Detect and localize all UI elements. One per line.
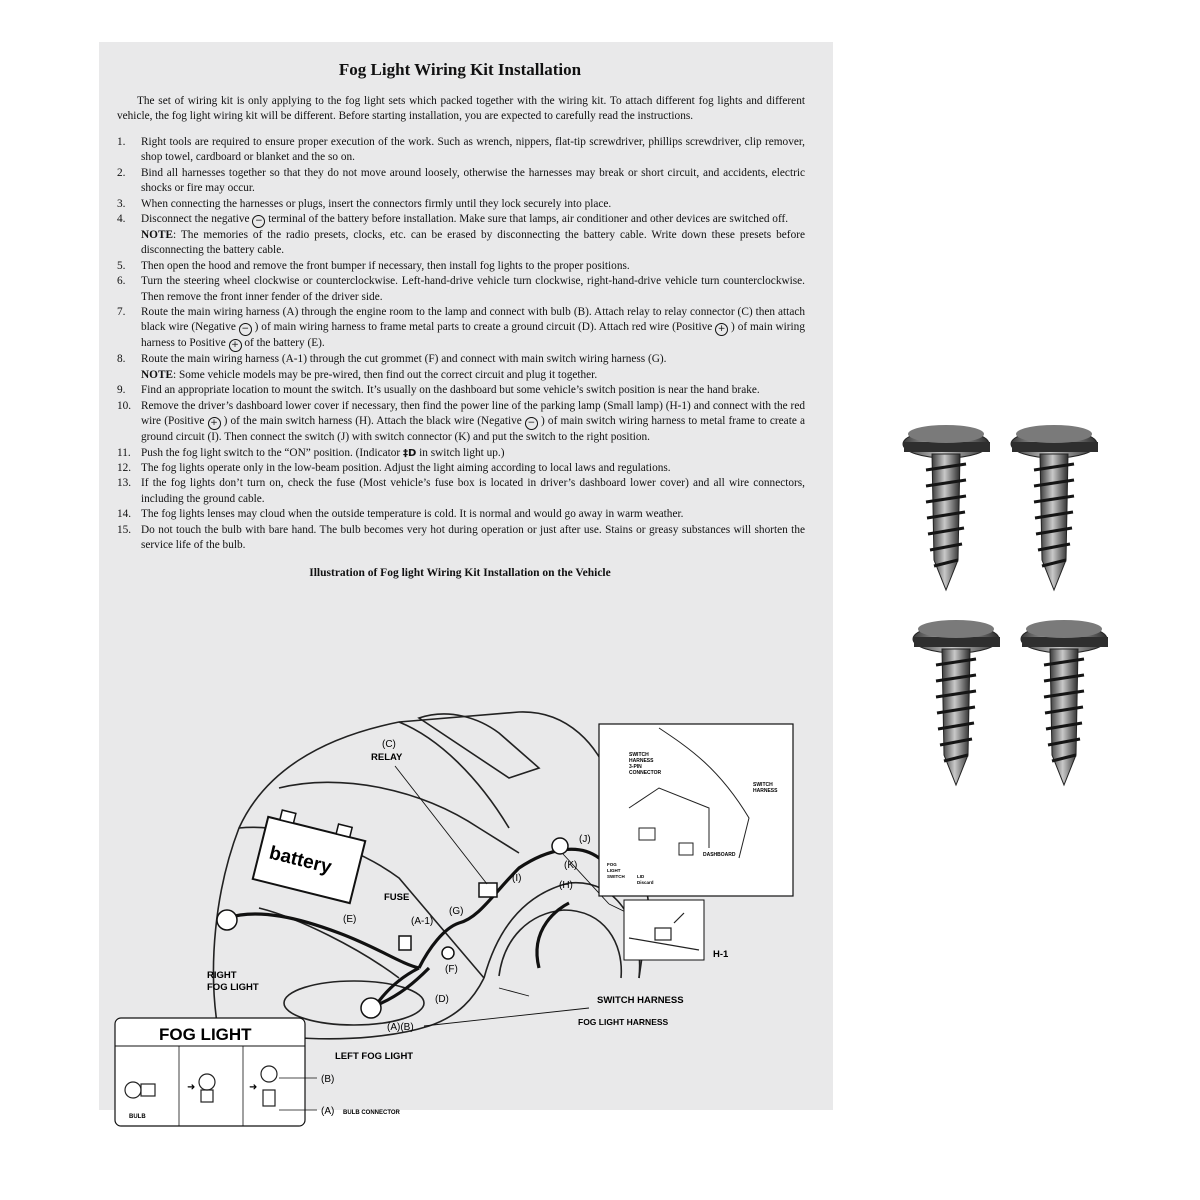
negative-symbol-icon: − [525, 417, 538, 430]
svg-text:SWITCH: SWITCH [607, 874, 625, 879]
right-fog-light-label-2: FOG LIGHT [207, 982, 259, 993]
label-a1: (A-1) [411, 916, 434, 927]
instruction-sheet [99, 42, 833, 1120]
svg-text:CONNECTOR: CONNECTOR [629, 770, 662, 776]
step-13: 13. If the fog lights don’t turn on, check the fuse (Most vehicle’s fuse box is located in driver’s dashboard lower cover) and all wire connectors, including the ground cable. [117, 477, 805, 505]
step-3: 3. When connecting the harnesses or plugs, insert the connectors firmly until they lock securely into place. [117, 197, 612, 210]
relay-icon [479, 883, 497, 897]
svg-text:SWITCH: SWITCH [753, 782, 773, 788]
label-h: (H) [559, 880, 573, 891]
label-k: (K) [564, 860, 578, 871]
screw-icon [903, 425, 990, 590]
step-15: 15. Do not touch the bulb with bare hand. The bulb becomes very hot during operation or just after use. Stains or greasy substances will shorten the service life of the bulb. [117, 523, 805, 551]
wiring-diagram [99, 678, 833, 1120]
label-b: (B) [321, 1074, 335, 1085]
intro-paragraph: The set of wiring kit is only applying to the fog light sets which packed together with the wiring kit. To attach different fog lights and different vehicle, the fog light wiring kit will be different. Before starting installation, you are expected to carefully read the instructions. [117, 95, 805, 122]
step-10: 10. Remove the driver’s dashboard lower cover if necessary, then find the power line of the parking lamp (Small lamp) (H-1) and connect with the red wire (Positive + ) of the main switch harness (H). Attach the black wire (Negative − ) of main switch wiring harness to metal frame to create a ground circuit (I). Then connect the switch (J) with switch connector (K) and put the switch to the right position. [117, 399, 805, 444]
dashboard-inset [599, 724, 793, 896]
step-14: 14. The fog lights lenses may cloud when the outside temperature is cold. It is normal and would go away in warm weather. [117, 508, 684, 521]
switch-harness-label: SWITCH HARNESS [597, 995, 684, 1006]
left-fog-light-icon [361, 998, 381, 1018]
h1-inset [624, 900, 704, 960]
fuse-label: FUSE [384, 892, 410, 903]
arrow-icon: ➜ [249, 1082, 258, 1093]
step-4: 4. Disconnect the negative − terminal of the battery before installation. Make sure that lamps, air conditioner and other devices are switched off. NOTE: The memories of the radio presets, clocks, etc. can be erased by disconnecting the battery cable. Write down these presets before disconnecting the battery cable. [117, 213, 805, 257]
step-1: 1. Right tools are required to ensure proper execution of the work. Such as wrench, nippers, flat-tip screwdriver, phillips screwdriver, clip remover, shop towel, cardboard or blanket and the so on. [117, 136, 805, 164]
right-fog-light-label-1: RIGHT [207, 970, 237, 981]
switch-connector-icon [552, 838, 568, 854]
svg-text:HARNESS: HARNESS [753, 788, 778, 794]
svg-text:FOG: FOG [607, 862, 617, 867]
bulb-connector-label: BULB CONNECTOR [343, 1110, 400, 1116]
svg-text:3-PIN: 3-PIN [629, 764, 642, 770]
label-e: (E) [343, 914, 357, 925]
step-12: 12. The fog lights operate only in the low-beam position. Adjust the light aiming according to local laws and regulations. [117, 461, 671, 474]
svg-text:LID: LID [637, 874, 645, 879]
grommet-icon [442, 947, 454, 959]
step-7: 7. Route the main wiring harness (A) through the engine room to the lamp and connect with bulb (B). Attach relay to relay connector (C) then attach black wire (Negative − ) of main wiring harness to frame metal parts to create a ground circuit (D). Attach red wire (Positive + ) of main wiring harness to Positive + of the battery (E). [117, 306, 805, 351]
h1-label: H-1 [713, 949, 729, 960]
label-i: (I) [512, 873, 522, 884]
screws-photo [890, 410, 1120, 790]
step-5: 5. Then open the hood and remove the front bumper if necessary, then install fog lights to the proper positions. [117, 259, 630, 272]
label-g: (G) [449, 906, 464, 917]
screw-icon [1011, 425, 1098, 590]
document-title: Fog Light Wiring Kit Installation [338, 60, 582, 79]
label-ab: (A)(B) [387, 1022, 414, 1033]
label-a: (A) [321, 1106, 335, 1117]
fog-indicator-icon: ‡D [403, 447, 417, 459]
relay-letter-label: (C) [382, 739, 396, 750]
positive-symbol-icon: + [208, 417, 221, 430]
svg-text:SWITCH: SWITCH [629, 752, 649, 758]
svg-text:DASHBOARD: DASHBOARD [703, 852, 736, 858]
svg-text:LIGHT: LIGHT [607, 868, 621, 873]
relay-label: RELAY [371, 752, 403, 763]
bulb-label: BULB [129, 1114, 146, 1120]
negative-symbol-icon: − [252, 215, 265, 228]
fog-light-harness-label: FOG LIGHT HARNESS [578, 1017, 669, 1027]
positive-symbol-icon: + [229, 339, 242, 352]
step-8: 8. Route the main wiring harness (A-1) through the cut grommet (F) and connect with main switch wiring harness (G). NOTE: Some vehicle models may be pre-wired, then find out the correct circuit and plug it together. [117, 353, 667, 381]
arrow-icon: ➜ [187, 1082, 196, 1093]
positive-symbol-icon: + [715, 323, 728, 336]
screw-icon [1021, 620, 1108, 785]
fuse-icon [399, 936, 411, 950]
svg-text:Discard: Discard [637, 880, 654, 885]
label-d: (D) [435, 994, 449, 1005]
step-11: 11. Push the fog light switch to the “ON” position. (Indicator ‡D in switch light up.) [117, 446, 505, 459]
label-f: (F) [445, 964, 458, 975]
step-2: 2. Bind all harnesses together so that they do not move around loosely, otherwise the harnesses may break or short circuit, and accidents, electric shocks or fire may occur. [117, 166, 805, 195]
negative-symbol-icon: − [239, 323, 252, 336]
illustration-title: Illustration of Fog light Wiring Kit Installation on the Vehicle [309, 567, 611, 580]
svg-text:HARNESS: HARNESS [629, 758, 654, 764]
left-fog-light-label: LEFT FOG LIGHT [335, 1051, 414, 1062]
instruction-steps [115, 135, 805, 553]
label-j: (J) [579, 834, 591, 845]
step-6: 6. Turn the steering wheel clockwise or counterclockwise. Left-hand-drive vehicle turn clockwise, right-hand-drive vehicle turn counterclockwise. Then remove the front inner fender of the driver side. [117, 275, 805, 303]
step-9: 9. Find an appropriate location to mount the switch. It’s usually on the dashboard but some vehicle’s switch position is near the hand brake. [117, 384, 760, 397]
battery-label: battery [267, 842, 334, 879]
fog-light-box-title: FOG LIGHT [159, 1025, 252, 1044]
screw-icon [913, 620, 1000, 785]
right-fog-light-icon [217, 910, 237, 930]
